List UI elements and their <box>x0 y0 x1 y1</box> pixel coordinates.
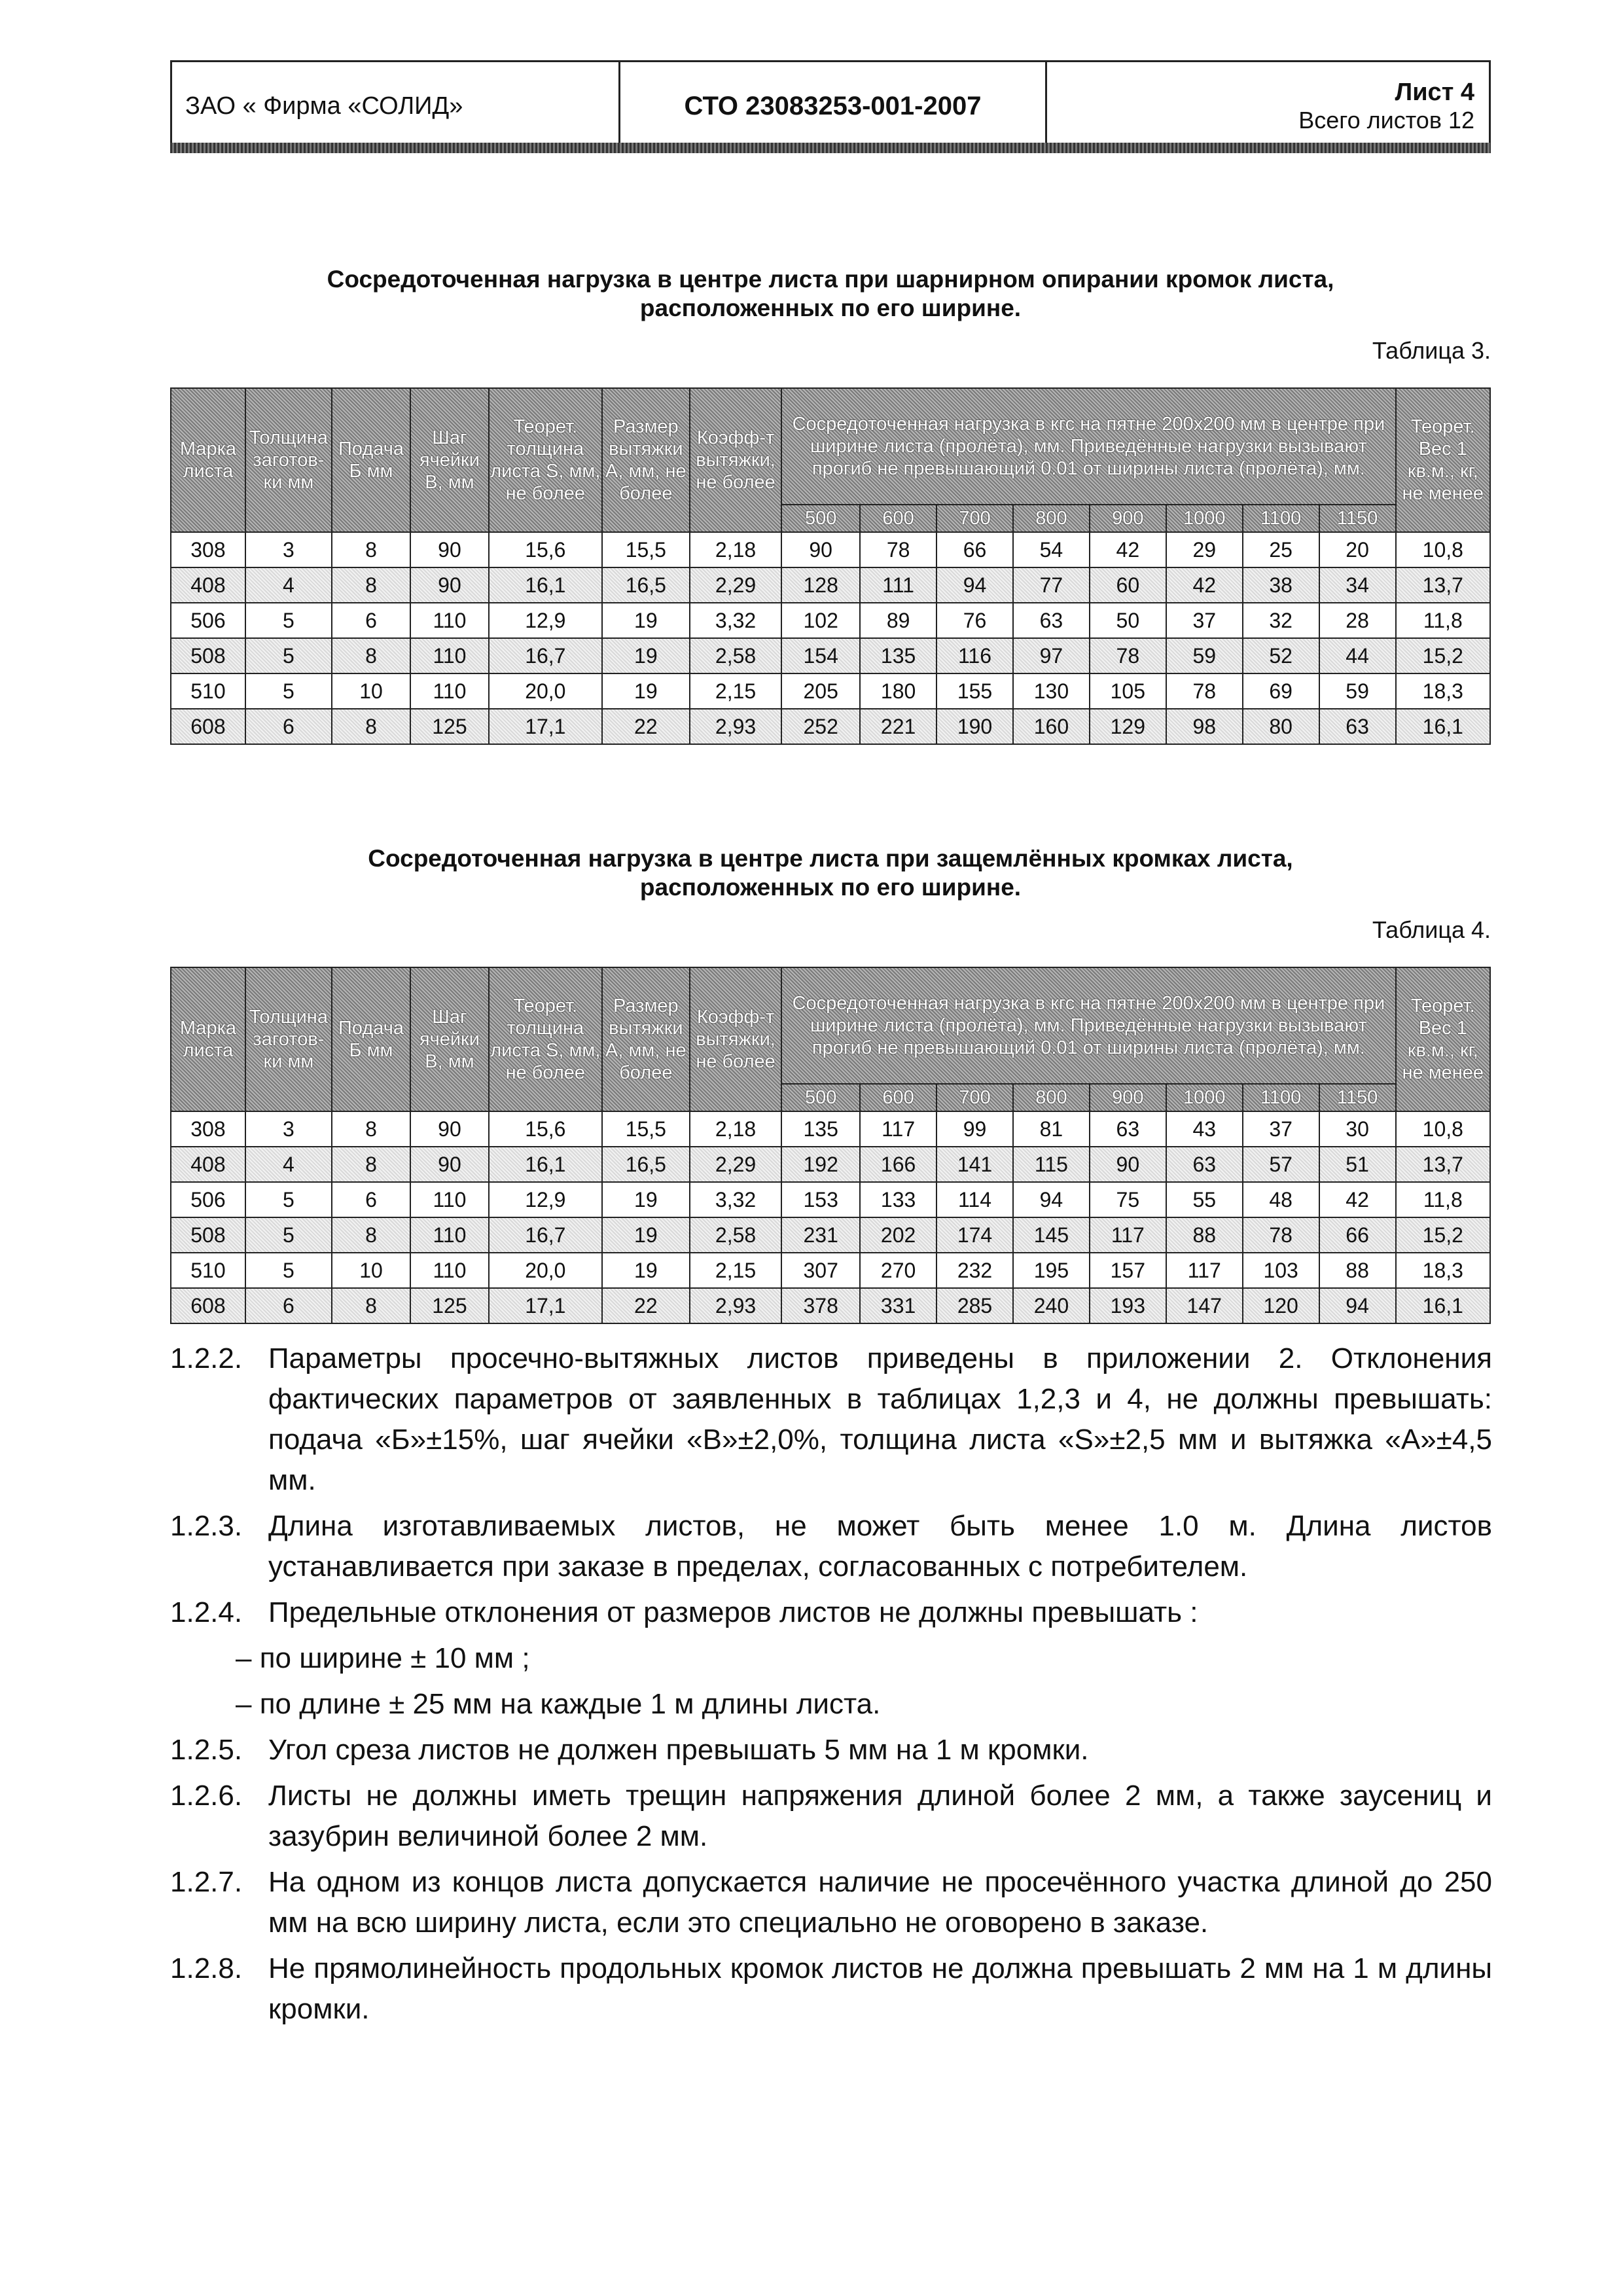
table-cell: 154 <box>781 638 860 673</box>
table3-title <box>170 265 1491 323</box>
table-cell: 16,5 <box>602 1147 690 1182</box>
table-cell: 145 <box>1013 1217 1090 1253</box>
table-cell: 16,1 <box>1396 1288 1490 1323</box>
table-cell: 22 <box>602 1288 690 1323</box>
table-cell: 8 <box>332 1217 410 1253</box>
table-cell: 48 <box>1243 1182 1319 1217</box>
col-thickness: Толщина заготов-ки мм <box>245 967 332 1111</box>
table-cell: 37 <box>1166 603 1243 638</box>
table-cell: 2,15 <box>690 1253 781 1288</box>
table-cell: 8 <box>332 567 410 603</box>
col-width: 600 <box>860 1084 936 1111</box>
table-cell: 90 <box>410 567 489 603</box>
table-cell: 42 <box>1166 567 1243 603</box>
table-cell: 10,8 <box>1396 1111 1490 1147</box>
table-cell: 160 <box>1013 709 1090 744</box>
col-width: 500 <box>781 505 860 532</box>
table-cell: 8 <box>332 532 410 567</box>
table-cell: 114 <box>936 1182 1013 1217</box>
table-cell: 16,7 <box>489 638 602 673</box>
paragraph-1-2-7 <box>170 1862 1492 1943</box>
table-cell: 105 <box>1090 673 1166 709</box>
table-cell: 6 <box>245 1288 332 1323</box>
table-cell: 8 <box>332 1111 410 1147</box>
width-tolerance: – по ширине ± 10 мм ; <box>236 1642 530 1674</box>
col-width: 1150 <box>1319 1084 1396 1111</box>
company-name: ЗАО « Фирма «СОЛИД» <box>172 62 620 150</box>
table-row <box>171 603 1490 638</box>
col-width: 800 <box>1013 1084 1090 1111</box>
paragraph-text: Длина изготавливаемых листов, не может быть менее 1.0 м. Длина листов устанавливается при заказе в пределах, согласованных с потребителем. <box>268 1510 1492 1583</box>
sheet-number: Лист 4 <box>1395 78 1474 106</box>
table-row <box>171 1288 1490 1323</box>
table-cell: 232 <box>936 1253 1013 1288</box>
table-cell: 51 <box>1319 1147 1396 1182</box>
table-cell: 18,3 <box>1396 673 1490 709</box>
table-cell: 231 <box>781 1217 860 1253</box>
table-cell: 19 <box>602 603 690 638</box>
paragraph-1-2-2 <box>170 1338 1492 1501</box>
table-cell: 90 <box>781 532 860 567</box>
table-cell: 190 <box>936 709 1013 744</box>
table-cell: 29 <box>1166 532 1243 567</box>
table-cell: 5 <box>245 638 332 673</box>
table-cell: 110 <box>410 603 489 638</box>
table-cell: 157 <box>1090 1253 1166 1288</box>
paragraph-number: 1.2.3. <box>170 1510 243 1542</box>
table-cell: 130 <box>1013 673 1090 709</box>
paragraph-1-2-6 <box>170 1776 1492 1857</box>
sheet-info <box>1047 62 1489 150</box>
paragraph-text: Листы не должны иметь трещин напряжения длиной более 2 мм, а также заусениц и зазубрин величиной более 2 мм. <box>268 1780 1492 1852</box>
paragraph-number: 1.2.2. <box>170 1342 243 1374</box>
table-cell: 2,29 <box>690 567 781 603</box>
col-width: 1100 <box>1243 505 1319 532</box>
table-cell: 129 <box>1090 709 1166 744</box>
table4-title <box>170 844 1491 902</box>
table-cell: 110 <box>410 1182 489 1217</box>
document-header <box>170 60 1491 152</box>
table4 <box>170 967 1491 1324</box>
table-cell: 195 <box>1013 1253 1090 1288</box>
table-cell: 307 <box>781 1253 860 1288</box>
table-cell: 11,8 <box>1396 1182 1490 1217</box>
table-cell: 20 <box>1319 532 1396 567</box>
table-cell: 15,6 <box>489 532 602 567</box>
table-row <box>171 532 1490 567</box>
paragraph-number: 1.2.5. <box>170 1734 243 1766</box>
col-stretch-size: Размер вытяжки А, мм, не более <box>602 967 690 1111</box>
table-cell: 15,2 <box>1396 1217 1490 1253</box>
table-cell: 19 <box>602 673 690 709</box>
col-width: 1150 <box>1319 505 1396 532</box>
table-cell: 20,0 <box>489 673 602 709</box>
standard-code: СТО 23083253-001-2007 <box>620 62 1047 150</box>
table-cell: 52 <box>1243 638 1319 673</box>
table-cell: 117 <box>1166 1253 1243 1288</box>
table-cell: 3,32 <box>690 1182 781 1217</box>
paragraph-1-2-3 <box>170 1506 1492 1587</box>
table-cell: 2,93 <box>690 709 781 744</box>
table-cell: 37 <box>1243 1111 1319 1147</box>
table-cell: 34 <box>1319 567 1396 603</box>
table-cell: 15,5 <box>602 532 690 567</box>
col-width: 600 <box>860 505 936 532</box>
table-cell: 508 <box>171 1217 245 1253</box>
col-width: 500 <box>781 1084 860 1111</box>
table-cell: 90 <box>410 1111 489 1147</box>
table-cell: 408 <box>171 1147 245 1182</box>
table-cell: 13,7 <box>1396 567 1490 603</box>
table-cell: 50 <box>1090 603 1166 638</box>
table3-body <box>171 532 1490 744</box>
table-cell: 155 <box>936 673 1013 709</box>
table-cell: 125 <box>410 709 489 744</box>
col-width: 1000 <box>1166 505 1243 532</box>
table-cell: 78 <box>1243 1217 1319 1253</box>
table-cell: 19 <box>602 1182 690 1217</box>
table-cell: 2,18 <box>690 1111 781 1147</box>
table-cell: 2,29 <box>690 1147 781 1182</box>
table-cell: 11,8 <box>1396 603 1490 638</box>
table-cell: 135 <box>860 638 936 673</box>
table-cell: 508 <box>171 638 245 673</box>
table-cell: 6 <box>332 1182 410 1217</box>
table-cell: 80 <box>1243 709 1319 744</box>
paragraph-text: Угол среза листов не должен превышать 5 мм на 1 м кромки. <box>268 1734 1089 1766</box>
col-width: 1000 <box>1166 1084 1243 1111</box>
col-theor-thickness: Теорет. толщина листа S, мм, не более <box>489 388 602 532</box>
table-cell: 78 <box>1090 638 1166 673</box>
table-cell: 88 <box>1166 1217 1243 1253</box>
table-cell: 117 <box>1090 1217 1166 1253</box>
table-cell: 506 <box>171 603 245 638</box>
table-cell: 20,0 <box>489 1253 602 1288</box>
table-cell: 99 <box>936 1111 1013 1147</box>
table-cell: 128 <box>781 567 860 603</box>
table-cell: 10 <box>332 1253 410 1288</box>
table-cell: 331 <box>860 1288 936 1323</box>
table-cell: 111 <box>860 567 936 603</box>
table-cell: 8 <box>332 1147 410 1182</box>
table-cell: 3 <box>245 1111 332 1147</box>
table3-title-line2: расположенных по его ширине. <box>639 295 1022 321</box>
table4-title-line2: расположенных по его ширине. <box>639 874 1022 901</box>
paragraph-text: На одном из концов листа допускается наличие не просечённого участка длиной до 250 мм на всю ширину листа, если это специально не оговорено в заказе. <box>268 1866 1492 1939</box>
table-cell: 90 <box>1090 1147 1166 1182</box>
table-cell: 205 <box>781 673 860 709</box>
table-cell: 63 <box>1166 1147 1243 1182</box>
table-cell: 28 <box>1319 603 1396 638</box>
table-cell: 308 <box>171 1111 245 1147</box>
table-cell: 19 <box>602 1253 690 1288</box>
table-cell: 42 <box>1319 1182 1396 1217</box>
table-cell: 32 <box>1243 603 1319 638</box>
table-cell: 2,58 <box>690 1217 781 1253</box>
table-cell: 63 <box>1090 1111 1166 1147</box>
table-cell: 15,5 <box>602 1111 690 1147</box>
table-cell: 19 <box>602 1217 690 1253</box>
table-cell: 240 <box>1013 1288 1090 1323</box>
table-cell: 8 <box>332 638 410 673</box>
col-width: 700 <box>936 505 1013 532</box>
table-cell: 12,9 <box>489 1182 602 1217</box>
table-cell: 94 <box>1013 1182 1090 1217</box>
table-cell: 110 <box>410 673 489 709</box>
table-cell: 125 <box>410 1288 489 1323</box>
table-cell: 270 <box>860 1253 936 1288</box>
table-cell: 88 <box>1319 1253 1396 1288</box>
table-cell: 22 <box>602 709 690 744</box>
table-cell: 378 <box>781 1288 860 1323</box>
table-row <box>171 1253 1490 1288</box>
table-cell: 110 <box>410 1217 489 1253</box>
table3-title-line1: Сосредоточенная нагрузка в центре листа при шарнирном опирании кромок листа, <box>327 266 1334 293</box>
table-row <box>171 638 1490 673</box>
table-cell: 89 <box>860 603 936 638</box>
table-cell: 17,1 <box>489 1288 602 1323</box>
table-cell: 141 <box>936 1147 1013 1182</box>
table-cell: 285 <box>936 1288 1013 1323</box>
table-cell: 16,5 <box>602 567 690 603</box>
table3 <box>170 387 1491 745</box>
table-cell: 147 <box>1166 1288 1243 1323</box>
paragraph-number: 1.2.7. <box>170 1866 243 1898</box>
table-cell: 103 <box>1243 1253 1319 1288</box>
table-cell: 18,3 <box>1396 1253 1490 1288</box>
table-cell: 180 <box>860 673 936 709</box>
table-cell: 54 <box>1013 532 1090 567</box>
table-cell: 12,9 <box>489 603 602 638</box>
table-cell: 153 <box>781 1182 860 1217</box>
table-cell: 135 <box>781 1111 860 1147</box>
col-coef: Коэфф-т вытяжки, не более <box>690 967 781 1111</box>
table-cell: 42 <box>1090 532 1166 567</box>
table-cell: 102 <box>781 603 860 638</box>
table-row <box>171 567 1490 603</box>
col-width: 900 <box>1090 505 1166 532</box>
table-cell: 15,2 <box>1396 638 1490 673</box>
table-row <box>171 709 1490 744</box>
table-cell: 94 <box>1319 1288 1396 1323</box>
table-cell: 19 <box>602 638 690 673</box>
requirements-text <box>170 1338 1492 2035</box>
table-cell: 78 <box>1166 673 1243 709</box>
table4-body <box>171 1111 1490 1323</box>
table-cell: 174 <box>936 1217 1013 1253</box>
table-cell: 76 <box>936 603 1013 638</box>
table-cell: 5 <box>245 673 332 709</box>
table-cell: 120 <box>1243 1288 1319 1323</box>
table-cell: 252 <box>781 709 860 744</box>
table-cell: 202 <box>860 1217 936 1253</box>
table-cell: 66 <box>1319 1217 1396 1253</box>
table-cell: 193 <box>1090 1288 1166 1323</box>
table-cell: 16,7 <box>489 1217 602 1253</box>
table-cell: 408 <box>171 567 245 603</box>
col-weight: Теорет. Вес 1 кв.м., кг, не менее <box>1396 967 1490 1111</box>
col-load: Сосредоточенная нагрузка в кгс на пятне 200х200 мм в центре при ширине листа (пролёта), мм. Приведённые нагрузки вызывают прогиб не превышающий 0.01 от ширины листа (пролёта), мм. <box>781 967 1395 1084</box>
table-cell: 5 <box>245 1253 332 1288</box>
table-cell: 608 <box>171 709 245 744</box>
col-feed: Подача Б мм <box>332 967 410 1111</box>
table3-label: Таблица 3. <box>1372 337 1491 364</box>
table-cell: 510 <box>171 1253 245 1288</box>
paragraph-number: 1.2.8. <box>170 1952 243 1984</box>
table-row <box>171 673 1490 709</box>
table-cell: 16,1 <box>489 567 602 603</box>
table-cell: 10,8 <box>1396 532 1490 567</box>
table-cell: 43 <box>1166 1111 1243 1147</box>
table-cell: 166 <box>860 1147 936 1182</box>
table-cell: 6 <box>245 709 332 744</box>
col-width: 800 <box>1013 505 1090 532</box>
table-cell: 2,18 <box>690 532 781 567</box>
col-stretch-size: Размер вытяжки А, мм, не более <box>602 388 690 532</box>
table-cell: 90 <box>410 1147 489 1182</box>
table-cell: 55 <box>1166 1182 1243 1217</box>
table-cell: 4 <box>245 567 332 603</box>
paragraph-text: Параметры просечно-вытяжных листов приведены в приложении 2. Отклонения фактических параметров от заявленных в таблицах 1,2,3 и 4, не должны превышать: подача «Б»±15%, шаг ячейки «В»±2,0%, толщина листа «S»±2,5 мм и вытяжка «А»±4,5 мм. <box>268 1342 1492 1496</box>
col-load: Сосредоточенная нагрузка в кгс на пятне 200х200 мм в центре при ширине листа (пролёта), мм. Приведённые нагрузки вызывают прогиб не превышающий 0.01 от ширины листа (пролёта), мм. <box>781 388 1395 505</box>
paragraph-1-2-4 <box>170 1592 1492 1633</box>
table-cell: 608 <box>171 1288 245 1323</box>
table-cell: 16,1 <box>1396 709 1490 744</box>
table-row <box>171 1182 1490 1217</box>
table-cell: 117 <box>860 1111 936 1147</box>
col-mark: Марка листа <box>171 388 245 532</box>
table-cell: 60 <box>1090 567 1166 603</box>
table-cell: 38 <box>1243 567 1319 603</box>
table-cell: 192 <box>781 1147 860 1182</box>
table-cell: 110 <box>410 1253 489 1288</box>
table-cell: 59 <box>1166 638 1243 673</box>
table-cell: 13,7 <box>1396 1147 1490 1182</box>
table-cell: 63 <box>1319 709 1396 744</box>
table-cell: 94 <box>936 567 1013 603</box>
col-feed: Подача Б мм <box>332 388 410 532</box>
col-width: 1100 <box>1243 1084 1319 1111</box>
table-cell: 59 <box>1319 673 1396 709</box>
table-cell: 8 <box>332 709 410 744</box>
table-cell: 5 <box>245 1182 332 1217</box>
table4-title-line1: Сосредоточенная нагрузка в центре листа при защемлённых кромках листа, <box>368 845 1293 872</box>
table-cell: 115 <box>1013 1147 1090 1182</box>
paragraph-1-2-5 <box>170 1730 1492 1770</box>
table-cell: 30 <box>1319 1111 1396 1147</box>
col-mark: Марка листа <box>171 967 245 1111</box>
table-cell: 81 <box>1013 1111 1090 1147</box>
table-cell: 98 <box>1166 709 1243 744</box>
table-cell: 15,6 <box>489 1111 602 1147</box>
table-row <box>171 1147 1490 1182</box>
table-cell: 2,15 <box>690 673 781 709</box>
table-cell: 221 <box>860 709 936 744</box>
table-row <box>171 1217 1490 1253</box>
table-cell: 3 <box>245 532 332 567</box>
table-cell: 110 <box>410 638 489 673</box>
col-width: 900 <box>1090 1084 1166 1111</box>
table-cell: 4 <box>245 1147 332 1182</box>
sheet-total: Всего листов 12 <box>1298 106 1474 134</box>
table-cell: 44 <box>1319 638 1396 673</box>
table-cell: 2,58 <box>690 638 781 673</box>
table-cell: 506 <box>171 1182 245 1217</box>
table-cell: 78 <box>860 532 936 567</box>
col-width: 700 <box>936 1084 1013 1111</box>
table-cell: 8 <box>332 1288 410 1323</box>
table-cell: 133 <box>860 1182 936 1217</box>
table-cell: 97 <box>1013 638 1090 673</box>
table4-label: Таблица 4. <box>1372 916 1491 943</box>
col-theor-thickness: Теорет. толщина листа S, мм, не более <box>489 967 602 1111</box>
table-cell: 77 <box>1013 567 1090 603</box>
paragraph-text: Не прямолинейность продольных кромок листов не должна превышать 2 мм на 1 м длины кромки. <box>268 1952 1492 2025</box>
table-cell: 116 <box>936 638 1013 673</box>
paragraph-text: Предельные отклонения от размеров листов не должны превышать : <box>268 1596 1198 1628</box>
table-cell: 5 <box>245 603 332 638</box>
table-cell: 510 <box>171 673 245 709</box>
table-cell: 16,1 <box>489 1147 602 1182</box>
paragraph-number: 1.2.6. <box>170 1780 243 1812</box>
paragraph-1-2-8 <box>170 1948 1492 2030</box>
table-cell: 63 <box>1013 603 1090 638</box>
col-step: Шаг ячейки В, мм <box>410 388 489 532</box>
table-cell: 3,32 <box>690 603 781 638</box>
length-tolerance: – по длине ± 25 мм на каждые 1 м длины листа. <box>236 1688 881 1720</box>
table-cell: 2,93 <box>690 1288 781 1323</box>
col-thickness: Толщина заготов-ки мм <box>245 388 332 532</box>
table-cell: 90 <box>410 532 489 567</box>
table-cell: 308 <box>171 532 245 567</box>
table-cell: 69 <box>1243 673 1319 709</box>
table-cell: 75 <box>1090 1182 1166 1217</box>
header-divider <box>170 143 1491 153</box>
col-weight: Теорет. Вес 1 кв.м., кг, не менее <box>1396 388 1490 532</box>
col-step: Шаг ячейки В, мм <box>410 967 489 1111</box>
table-cell: 17,1 <box>489 709 602 744</box>
table-cell: 57 <box>1243 1147 1319 1182</box>
table-cell: 66 <box>936 532 1013 567</box>
table-row <box>171 1111 1490 1147</box>
table-cell: 10 <box>332 673 410 709</box>
table-cell: 6 <box>332 603 410 638</box>
table-cell: 5 <box>245 1217 332 1253</box>
col-coef: Коэфф-т вытяжки, не более <box>690 388 781 532</box>
table-cell: 25 <box>1243 532 1319 567</box>
paragraph-number: 1.2.4. <box>170 1596 243 1628</box>
